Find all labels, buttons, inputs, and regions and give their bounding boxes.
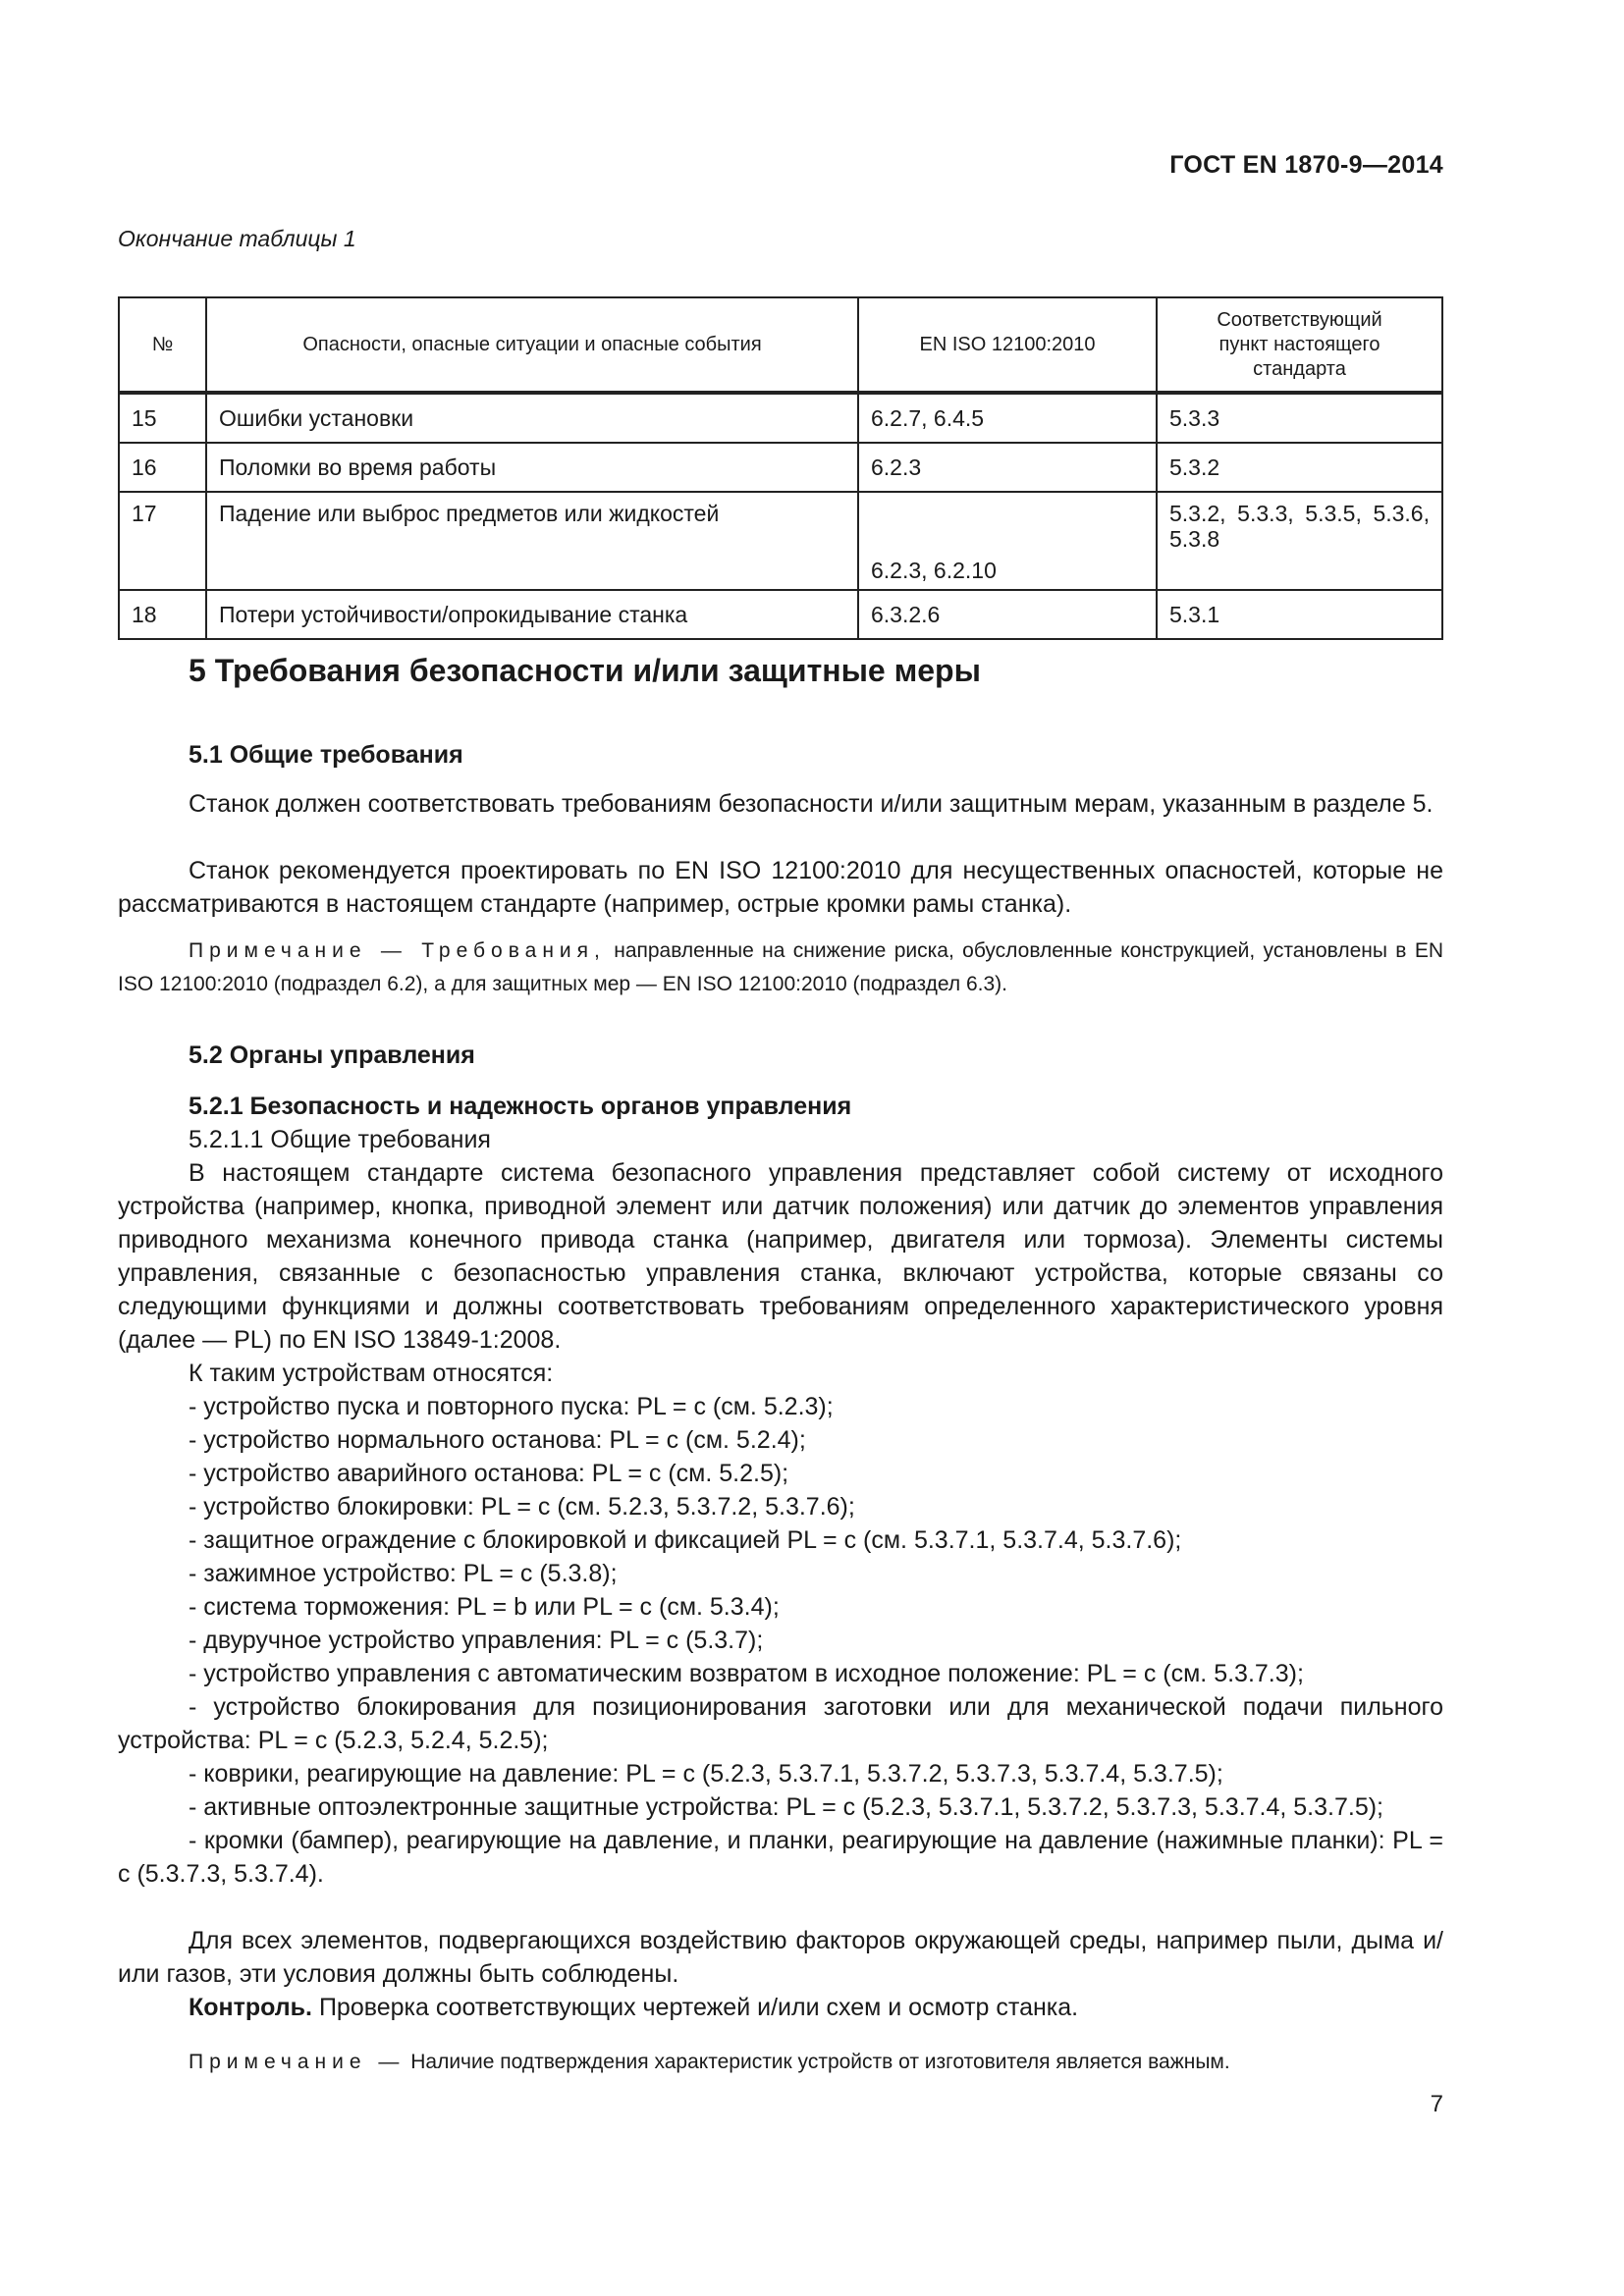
header-clause: Соответствующий пункт настоящего стандарта bbox=[1157, 297, 1442, 393]
row-number: 17 bbox=[119, 492, 206, 590]
paragraph: Станок должен соответствовать требованиям безопасности и/или защитным мерам, указанным в разделе 5. bbox=[189, 790, 1434, 818]
note bbox=[118, 2046, 1443, 2079]
row-iso: 6.2.7, 6.4.5 bbox=[858, 393, 1157, 443]
page-number: 7 bbox=[1430, 2091, 1443, 2117]
table-row bbox=[119, 590, 1442, 639]
table-header-row bbox=[119, 297, 1442, 393]
hazards-table bbox=[118, 296, 1443, 640]
row-clause: 5.3.2 bbox=[1157, 443, 1442, 492]
row-clause: 5.3.3 bbox=[1157, 393, 1442, 443]
control-paragraph bbox=[118, 1991, 1443, 2024]
section-5-2-1-title: 5.2.1 Безопасность и надежность органов управления bbox=[189, 1093, 852, 1120]
list-item: - устройство аварийного останова: PL = c (см. 5.2.5); bbox=[189, 1460, 789, 1487]
row-hazard: Поломки во время работы bbox=[206, 443, 858, 492]
note bbox=[118, 934, 1443, 1001]
list-item: - устройство блокирования для позиционирования заготовки или для механической подачи пильного устройства: PL = c (5.2.3, 5.2.4, 5.2.5); bbox=[118, 1693, 1443, 1754]
row-iso: 6.2.3 bbox=[858, 443, 1157, 492]
row-clause bbox=[1157, 492, 1442, 590]
paragraph: Станок рекомендуется проектировать по EN ISO 12100:2010 для несущественных опасностей, которые не рассматриваются в настоящем стандарте (например, острые кромки рамы станка). bbox=[118, 857, 1443, 918]
paragraph: В настоящем стандарте система безопасного управления представляет собой систему от исходного устройства (например, кнопка, приводной элемент или датчик положения) или датчик до элементов управления приводного механизма конечного привода станка (например, двигателя или тормоза). Элементы системы управления, связанные с безопасностью управления станка, включают устройства, которые связаны со следующими функциями и должны соответствовать требованиям определенного характеристического уровня (далее — PL) по EN ISO 13849-1:2008. bbox=[118, 1159, 1443, 1354]
list-intro: К таким устройствам относятся: bbox=[189, 1360, 554, 1387]
document-code: ГОСТ EN 1870-9—2014 bbox=[1169, 151, 1443, 179]
list-item: - устройство управления с автоматическим возвратом в исходное положение: PL = c (см. 5.3.7.3); bbox=[189, 1660, 1304, 1687]
row-clause: 5.3.1 bbox=[1157, 590, 1442, 639]
row-number: 16 bbox=[119, 443, 206, 492]
section-5-title: 5 Требования безопасности и/или защитные меры bbox=[189, 653, 981, 688]
list-item: - зажимное устройство: PL = c (5.3.8); bbox=[189, 1560, 618, 1587]
list-item: - устройство блокировки: PL = c (см. 5.2.3, 5.3.7.2, 5.3.7.6); bbox=[189, 1493, 855, 1521]
row-number: 18 bbox=[119, 590, 206, 639]
section-5-2-1-1-title: 5.2.1.1 Общие требования bbox=[189, 1126, 491, 1153]
device-list bbox=[118, 1390, 1443, 1891]
table-row bbox=[119, 443, 1442, 492]
header-hazards: Опасности, опасные ситуации и опасные события bbox=[206, 297, 858, 393]
control-text: Проверка соответствующих чертежей и/или схем и осмотр станка. bbox=[312, 1994, 1079, 2021]
section-5-2-title: 5.2 Органы управления bbox=[189, 1041, 475, 1069]
list-item: - активные оптоэлектронные защитные устройства: PL = c (5.2.3, 5.3.7.1, 5.3.7.2, 5.3.7.3, 5.3.7.4, 5.3.7.5); bbox=[189, 1793, 1384, 1821]
list-item: - коврики, реагирующие на давление: PL = c (5.2.3, 5.3.7.1, 5.3.7.2, 5.3.7.3, 5.3.7.4, 5.3.7.5); bbox=[189, 1760, 1223, 1788]
list-item: - кромки (бампер), реагирующие на давление, и планки, реагирующие на давление (нажимные планки): PL = c (5.3.7.3, 5.3.7.4). bbox=[118, 1827, 1443, 1888]
row-hazard: Потери устойчивости/опрокидывание станка bbox=[206, 590, 858, 639]
row-iso: 6.2.3, 6.2.10 bbox=[858, 492, 1157, 590]
note-label: Примечание — bbox=[189, 2051, 406, 2073]
list-item: - устройство нормального останова: PL = c (см. 5.2.4); bbox=[189, 1426, 806, 1454]
row-iso: 6.3.2.6 bbox=[858, 590, 1157, 639]
list-item: - устройство пуска и повторного пуска: PL = c (см. 5.2.3); bbox=[189, 1393, 834, 1420]
row-hazard: Падение или выброс предметов или жидкостей bbox=[206, 492, 858, 590]
list-item: - защитное ограждение с блокировкой и фиксацией PL = c (см. 5.3.7.1, 5.3.7.4, 5.3.7.6); bbox=[189, 1526, 1182, 1554]
table-caption: Окончание таблицы 1 bbox=[118, 226, 356, 251]
row-number: 15 bbox=[119, 393, 206, 443]
table-row bbox=[119, 393, 1442, 443]
row-hazard: Ошибки установки bbox=[206, 393, 858, 443]
header-iso: EN ISO 12100:2010 bbox=[858, 297, 1157, 393]
header-number: № bbox=[119, 297, 206, 393]
note-label: Примечание — Требования, bbox=[189, 939, 606, 962]
list-item: - двуручное устройство управления: PL = c (5.3.7); bbox=[189, 1627, 764, 1654]
control-label: Контроль. bbox=[189, 1994, 312, 2021]
table-row bbox=[119, 492, 1442, 590]
list-item: - система торможения: PL = b или PL = c (см. 5.3.4); bbox=[189, 1593, 780, 1621]
row-clause-line: 5.3.8 bbox=[1169, 526, 1220, 552]
row-clause-line: 5.3.2, 5.3.3, 5.3.5, 5.3.6, bbox=[1169, 501, 1430, 526]
paragraph: Для всех элементов, подвергающихся воздействию факторов окружающей среды, например пыли, дыма и/или газов, эти условия должны быть соблюдены. bbox=[118, 1927, 1443, 1988]
section-5-1-title: 5.1 Общие требования bbox=[189, 741, 463, 769]
note-text: направленные на снижение риска, обусловленные конструкцией, установлены в EN ISO 12100:2010 (подраздел 6.2), а для защитных мер — EN ISO 12100:2010 (подраздел 6.3). bbox=[118, 939, 1443, 995]
note-text: Наличие подтверждения характеристик устройств от изготовителя является важным. bbox=[405, 2051, 1230, 2073]
